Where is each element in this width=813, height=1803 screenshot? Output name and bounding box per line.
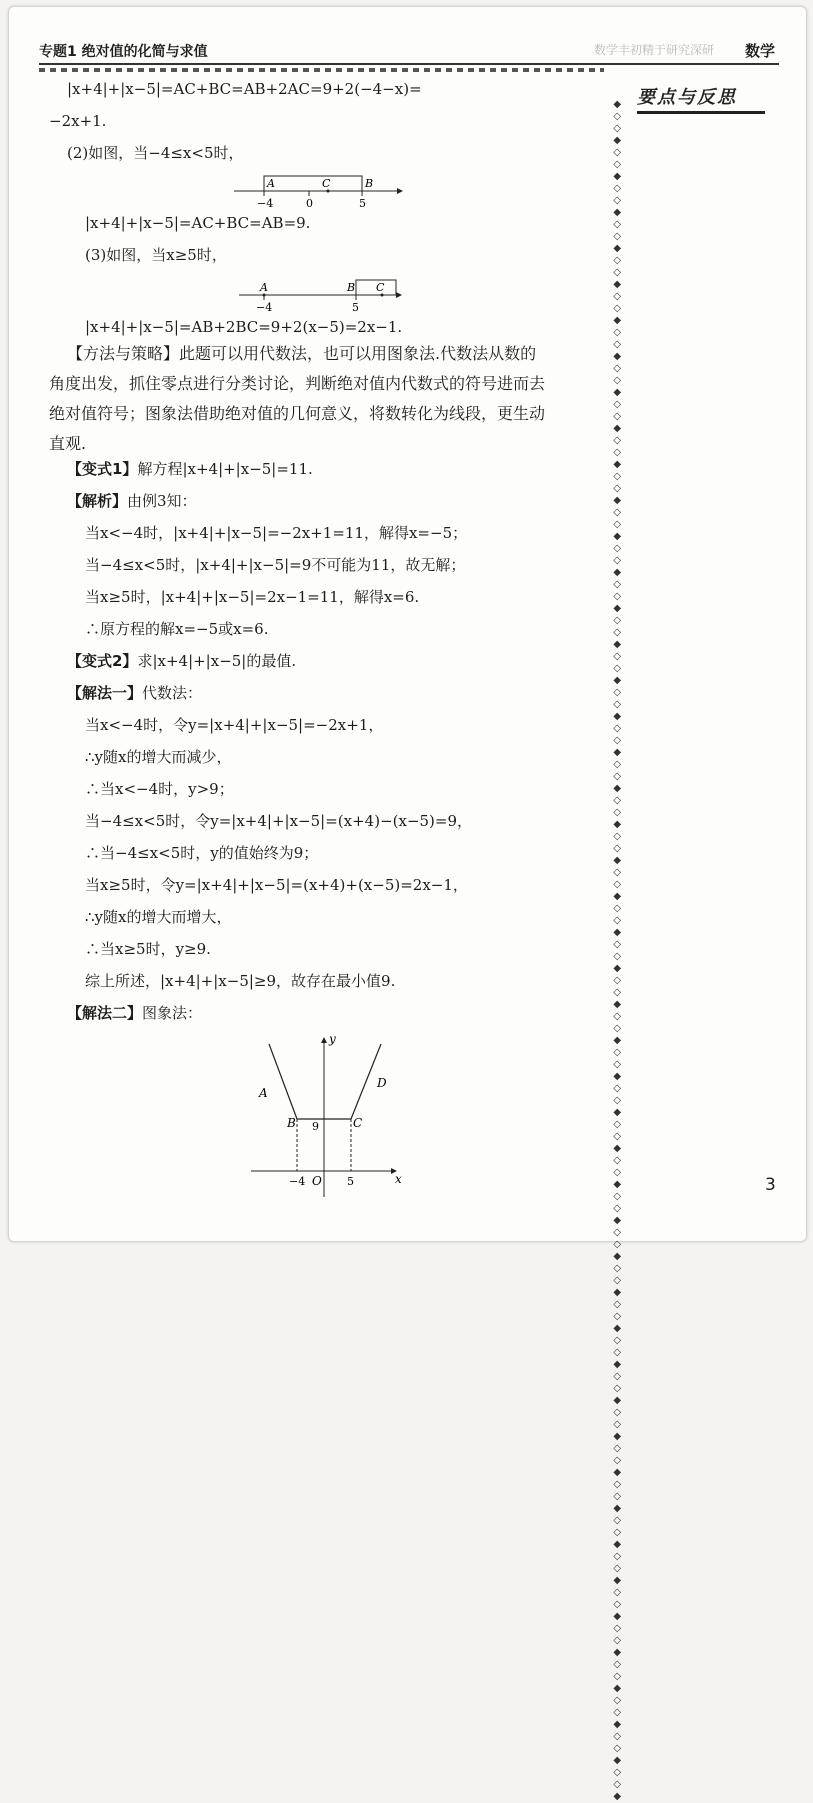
text-line: |x+4|+|x−5|=AC+BC=AB+2AC=9+2(−4−x)=	[67, 80, 422, 98]
point-label-a: A	[260, 281, 268, 294]
text-line: ∴当−4≤x<5时，y的值始终为9；	[85, 844, 319, 862]
text-line: −2x+1.	[49, 112, 107, 130]
point-label-b: B	[365, 177, 374, 190]
tick-label: −4	[257, 197, 274, 210]
graph-label-d: D	[377, 1076, 387, 1090]
text-line: 当x≥5时，令y=|x+4|+|x−5|=(x+4)+(x−5)=2x−1，	[85, 876, 468, 894]
variant-1-text: 解方程|x+4|+|x−5|=11.	[137, 460, 313, 478]
page-number: 3	[765, 1175, 776, 1195]
graph-label-nine: 9	[312, 1120, 319, 1133]
text-line: (3)如图，当x≥5时，	[85, 246, 227, 264]
graph-axis-y: y	[329, 1032, 336, 1046]
variant-2-label: 【变式2】	[67, 652, 138, 670]
analysis-text: 由例3知：	[127, 492, 197, 510]
point-label-c: C	[322, 177, 331, 190]
header-chapter-title: 专题1 绝对值的化简与求值	[39, 44, 208, 60]
variant-2	[67, 651, 296, 671]
diamond-pattern: ◆◇◇◆◇◇◆◇◇◆◇◇◆◇◇◆◇◇◆◇◇◆◇◇◆◇◇◆◇◇◆◇◇◆◇◇◆◇◇◆◇◇◆◇◇◆◇◇◆◇◇◆◇◇◆◇◇◆◇◇◆◇◇◆◇◇◆◇◇◆◇◇◆◇◇◆◇◇◆◇◇◆◇◇◆◇◇◆◇◇◆◇◇◆◇◇◆◇◇◆◇◇◆◇◇◆◇◇◆◇◇◆◇◇◆◇◇◆◇◇◆◇◇◆◇◇◆◇◇◆◇◇◆◇◇◆◇◇◆◇◇◆	[611, 99, 623, 1803]
tick-label: 5	[359, 197, 366, 210]
point-label-b: B	[347, 281, 356, 294]
header-faint-text: 数学丰初精于研究深研	[594, 43, 715, 57]
variant-2-text: 求|x+4|+|x−5|的最值.	[137, 652, 297, 670]
text-line: 当x<−4时，|x+4|+|x−5|=−2x+1=11，解得x=−5；	[85, 524, 468, 542]
tick-label: −4	[256, 301, 273, 314]
text-line: 当x≥5时，|x+4|+|x−5|=2x−1=11，解得x=6.	[85, 588, 420, 606]
tick-label: 0	[306, 197, 313, 210]
text-line: 当x<−4时，令y=|x+4|+|x−5|=−2x+1，	[85, 716, 384, 734]
text-line: |x+4|+|x−5|=AC+BC=AB=9.	[85, 214, 311, 232]
text-line: ∴y随x的增大而增大，	[85, 908, 232, 926]
graph-label-origin: O	[312, 1174, 322, 1188]
number-line-figure-1	[229, 171, 404, 211]
text-line: ∴当x<−4时，y>9；	[85, 780, 234, 798]
solution-2-text: 图象法：	[142, 1004, 203, 1022]
graph-tick-minus-4: −4	[289, 1175, 306, 1188]
function-graph	[239, 1027, 409, 1207]
variant-1	[67, 459, 313, 479]
header-dash-divider	[39, 68, 604, 72]
method-text: 绝对值符号；图象法借助绝对值的几何意义，将数转化为线段，更生动	[49, 404, 546, 423]
method-text: 【方法与策略】此题可以用代数法，也可以用图象法.代数法从数的	[67, 344, 537, 363]
text-line: ∴y随x的增大而减少，	[85, 748, 232, 766]
variant-1-label: 【变式1】	[67, 460, 138, 478]
graph-label-b: B	[287, 1116, 296, 1130]
text-line: ∴当x≥5时，y≥9.	[85, 940, 211, 958]
text-line: 当−4≤x<5时，|x+4|+|x−5|=9不可能为11，故无解；	[85, 556, 466, 574]
text-line: (2)如图，当−4≤x<5时，	[67, 144, 244, 162]
number-line-figure-2	[234, 275, 404, 315]
solution-1-text: 代数法：	[142, 684, 203, 702]
graph-tick-5: 5	[347, 1175, 354, 1188]
method-text: 角度出发，抓住零点进行分类讨论，判断绝对值内代数式的符号进而去	[49, 374, 546, 393]
text-line: 综上所述，|x+4|+|x−5|≥9，故存在最小值9.	[85, 972, 396, 990]
method-text: 直观.	[49, 434, 87, 453]
page-header	[39, 37, 779, 65]
text-line: 当−4≤x<5时，令y=|x+4|+|x−5|=(x+4)−(x−5)=9，	[85, 812, 473, 830]
solution-1-label: 【解法一】	[67, 684, 143, 702]
solution-1	[67, 683, 202, 703]
point-label-c: C	[376, 281, 385, 294]
tick-label: 5	[352, 301, 359, 314]
analysis	[67, 491, 197, 511]
text-line: |x+4|+|x−5|=AB+2BC=9+2(x−5)=2x−1.	[85, 318, 403, 336]
graph-label-a: A	[259, 1086, 268, 1100]
page	[8, 6, 807, 1803]
point-label-a: A	[267, 177, 275, 190]
header-subject: 数学	[744, 42, 775, 60]
solution-2-label: 【解法二】	[67, 1004, 143, 1022]
solution-2	[67, 1003, 202, 1023]
text-line: ∴原方程的解x=−5或x=6.	[85, 620, 269, 638]
diamond-border	[610, 99, 624, 1803]
sidebar-title: 要点与反思	[637, 83, 765, 114]
graph-label-c: C	[353, 1116, 363, 1130]
analysis-label: 【解析】	[67, 492, 128, 510]
graph-axis-x: x	[395, 1172, 402, 1186]
